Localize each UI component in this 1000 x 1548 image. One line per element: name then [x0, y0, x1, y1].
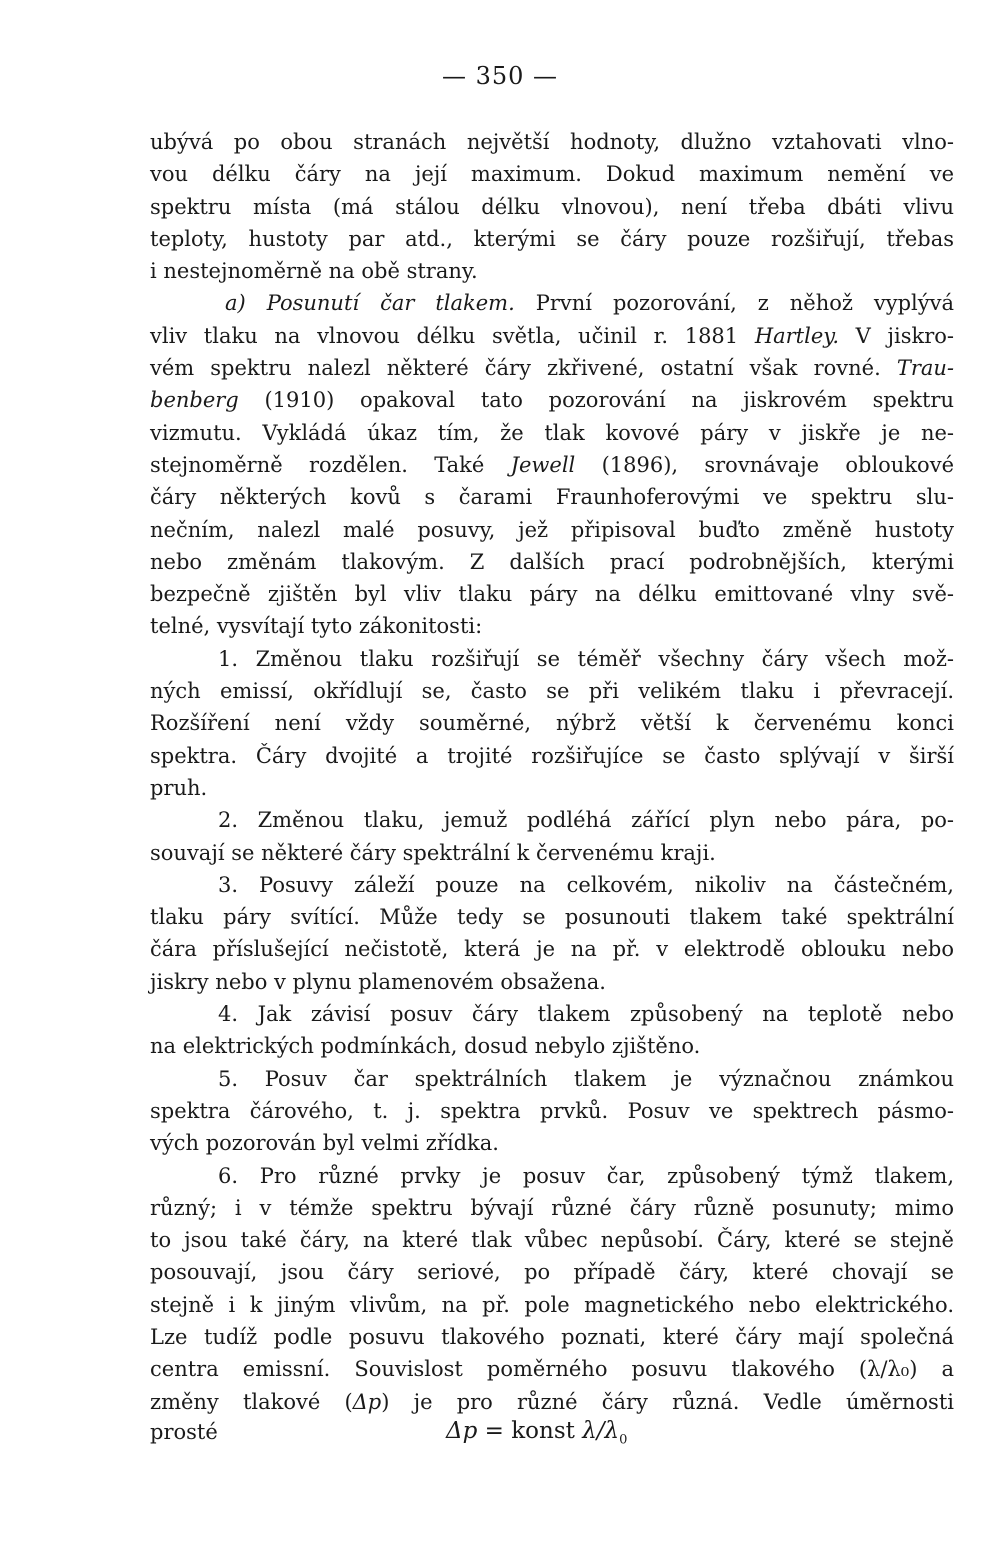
- text-line: i nestejnoměrně na obě strany.: [150, 259, 478, 284]
- text-line: teploty, hustoty par atd., kterými se čáry pouze rozšiřují, třebas: [150, 226, 954, 251]
- equation-subscript: 0: [619, 1432, 628, 1448]
- section-heading-line: [150, 287, 954, 319]
- section-label: a): [225, 291, 267, 316]
- text-line: [150, 320, 954, 352]
- text-fragment: stejnoměrně rozdělen. Také: [150, 452, 511, 477]
- author-name: benberg: [150, 388, 239, 413]
- text-line: Rozšíření není vždy souměrné, nýbrž větší k červenému konci: [150, 711, 954, 736]
- text-fragment: První pozorování, z něhož vyplývá: [514, 291, 955, 316]
- text-line: vých pozorován byl velmi zřídka.: [150, 1131, 499, 1156]
- text-fragment: změny tlakové (: [150, 1389, 353, 1414]
- text-line: nebo změnám tlakovým. Z dalších prací podrobnějších, kterými: [150, 549, 954, 574]
- math-symbol: Δp: [352, 1389, 382, 1414]
- page-number: — 350 —: [441, 62, 559, 90]
- text-line: stejně i k jiným vlivům, na př. pole magnetického nebo elektrického.: [150, 1292, 954, 1317]
- list-item-4: 4. Jak závisí posuv čáry tlakem způsobený na teplotě nebo: [218, 1002, 954, 1027]
- body-text: [150, 126, 954, 1454]
- equation-lhs: Δp: [446, 1417, 478, 1444]
- text-line: [150, 384, 954, 416]
- author-name: Hartley.: [754, 323, 840, 348]
- text-fragment: (1896), srovnávaje obloukové: [575, 452, 954, 477]
- text-line: spektru místa (má stálou délku vlnovou), není třeba dbáti vlivu: [150, 194, 954, 219]
- text-line: jiskry nebo v plynu plamenovém obsažena.: [150, 969, 606, 994]
- formula-line: [150, 1418, 954, 1454]
- author-name: Trau-: [896, 356, 954, 381]
- text-line: spektra čárového, t. j. spektra prvků. Posuv ve spektrech pásmo-: [150, 1098, 954, 1123]
- text-line: tlaku páry svítící. Může tedy se posunouti tlakem také spektrální: [150, 905, 954, 930]
- text-line: [150, 352, 954, 384]
- equation-rhs: λ/λ: [582, 1417, 620, 1444]
- author-name: Jewell: [510, 452, 576, 477]
- text-line: pruh.: [150, 775, 208, 800]
- text-fragment: vém spektru nalezl některé čáry zkřivené, ostatní však rovné.: [150, 356, 897, 381]
- text-line: [150, 449, 954, 481]
- text-line: souvají se některé čáry spektrální k červenému kraji.: [150, 840, 716, 865]
- text-fragment: vliv tlaku na vlnovou délku světla, učinil r. 1881: [150, 323, 755, 348]
- text-line: vou délku čáry na její maximum. Dokud maximum nemění ve: [150, 162, 954, 187]
- text-line: bezpečně zjištěn byl vliv tlaku páry na délku emittované vlny svě-: [150, 582, 954, 607]
- text-line: spektra. Čáry dvojité a trojité rozšiřujíce se často splývají v širší: [150, 743, 954, 768]
- text-line: na elektrických podmínkách, dosud nebylo zjištěno.: [150, 1034, 701, 1059]
- text-line: nečním, nalezl malé posuvy, jež připisoval buďto změně hustoty: [150, 517, 954, 542]
- text-line: ných emissí, okřídlují se, často se při velikém tlaku i převracejí.: [150, 679, 954, 704]
- text-line: posouvají, jsou čáry seriové, po případě čáry, které chovají se: [150, 1260, 954, 1285]
- text-fragment: ) je pro různé čáry různá. Vedle úměrnosti: [381, 1389, 954, 1414]
- text-line: to jsou také čáry, na které tlak vůbec nepůsobí. Čáry, které se stejně: [150, 1228, 954, 1253]
- text-fragment: (1910) opakoval tato pozorování na jiskrovém spektru: [238, 388, 954, 413]
- text-line: centra emissní. Souvislost poměrného posuvu tlakového (λ/λ₀) a: [150, 1357, 954, 1382]
- list-item-3: 3. Posuvy záleží pouze na celkovém, nikoliv na částečném,: [218, 872, 954, 897]
- list-item-5: 5. Posuv čar spektrálních tlakem je význačnou známkou: [218, 1066, 954, 1091]
- text-line: ubývá po obou stranách největší hodnoty, dlužno vztahovati vlno-: [150, 130, 954, 154]
- formula-lead-text: prosté: [150, 1419, 218, 1444]
- text-line: Lze tudíž podle posuvu tlakového poznati, které čáry mají společná: [150, 1324, 954, 1349]
- equation-mid: = konst: [477, 1417, 583, 1444]
- text-line: vizmutu. Vykládá úkaz tím, že tlak kovové páry v jiskře je ne-: [150, 420, 954, 445]
- text-line: čáry některých kovů s čarami Fraunhoferovými ve spektru slu-: [150, 485, 954, 510]
- section-title: Posunutí čar tlakem.: [266, 291, 515, 316]
- text-line: telné, vysvítají tyto zákonitosti:: [150, 614, 483, 639]
- list-item-2: 2. Změnou tlaku, jemuž podléhá zářící plyn nebo pára, po-: [218, 808, 954, 833]
- text-fragment: V jiskro-: [839, 323, 954, 348]
- list-item-6: 6. Pro různé prvky je posuv čar, způsobený týmž tlakem,: [218, 1163, 954, 1188]
- text-line: čára příslušející nečistotě, která je na př. v elektrodě oblouku nebo: [150, 937, 954, 962]
- list-item-1: 1. Změnou tlaku rozšiřují se téměř všechny čáry všech mož-: [218, 646, 954, 671]
- text-line: různý; i v témže spektru bývají různé čáry různě posunuty; mimo: [150, 1195, 954, 1220]
- equation: [446, 1418, 627, 1448]
- text-line: [150, 1386, 954, 1418]
